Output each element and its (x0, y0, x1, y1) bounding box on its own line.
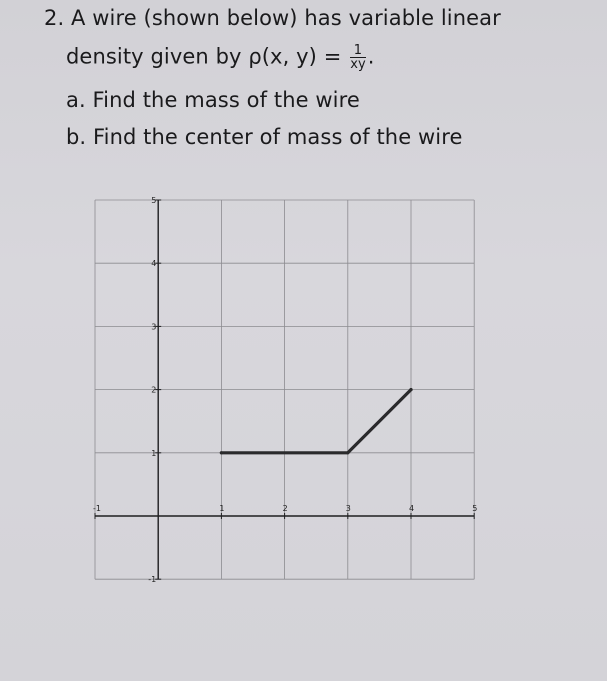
problem-number: 2. (44, 6, 65, 30)
problem-statement-line-1: A wire (shown below) has variable linear (71, 6, 501, 30)
wire-path (220, 388, 413, 454)
wire-series-line (221, 390, 411, 453)
x-tick-label: 1 (219, 504, 225, 513)
fraction-numerator: 1 (350, 44, 366, 58)
x-tick-label: 2 (282, 504, 288, 513)
y-tick-label: 2 (151, 385, 157, 395)
x-tick-label: 5 (472, 504, 478, 513)
wire-vertex-point (346, 451, 349, 454)
y-tick-label: 4 (151, 259, 157, 269)
part-b: b. Find the center of mass of the wire (66, 125, 463, 149)
x-tick-label: 3 (345, 504, 351, 513)
x-tick-label: 4 (409, 504, 415, 513)
fraction-denominator: xy (350, 57, 366, 72)
problem-statement-line-2: density given by (66, 44, 242, 69)
problem-line-2: density given by ρ(x, y) = $\frac{1}{xy}$ . (66, 43, 375, 72)
y-tick-label: 1 (151, 448, 157, 458)
x-tick-label: -1 (93, 504, 101, 513)
y-tick-label: 5 (151, 196, 157, 205)
part-a: a. Find the mass of the wire (66, 88, 360, 112)
density-function: ρ(x, y) = (248, 44, 342, 69)
y-tick-label: 3 (151, 322, 157, 332)
wire-vertex-point (220, 451, 223, 454)
tick-labels (93, 196, 477, 584)
wire-vertex-point (409, 388, 412, 391)
y-tick-label: -1 (148, 575, 157, 585)
